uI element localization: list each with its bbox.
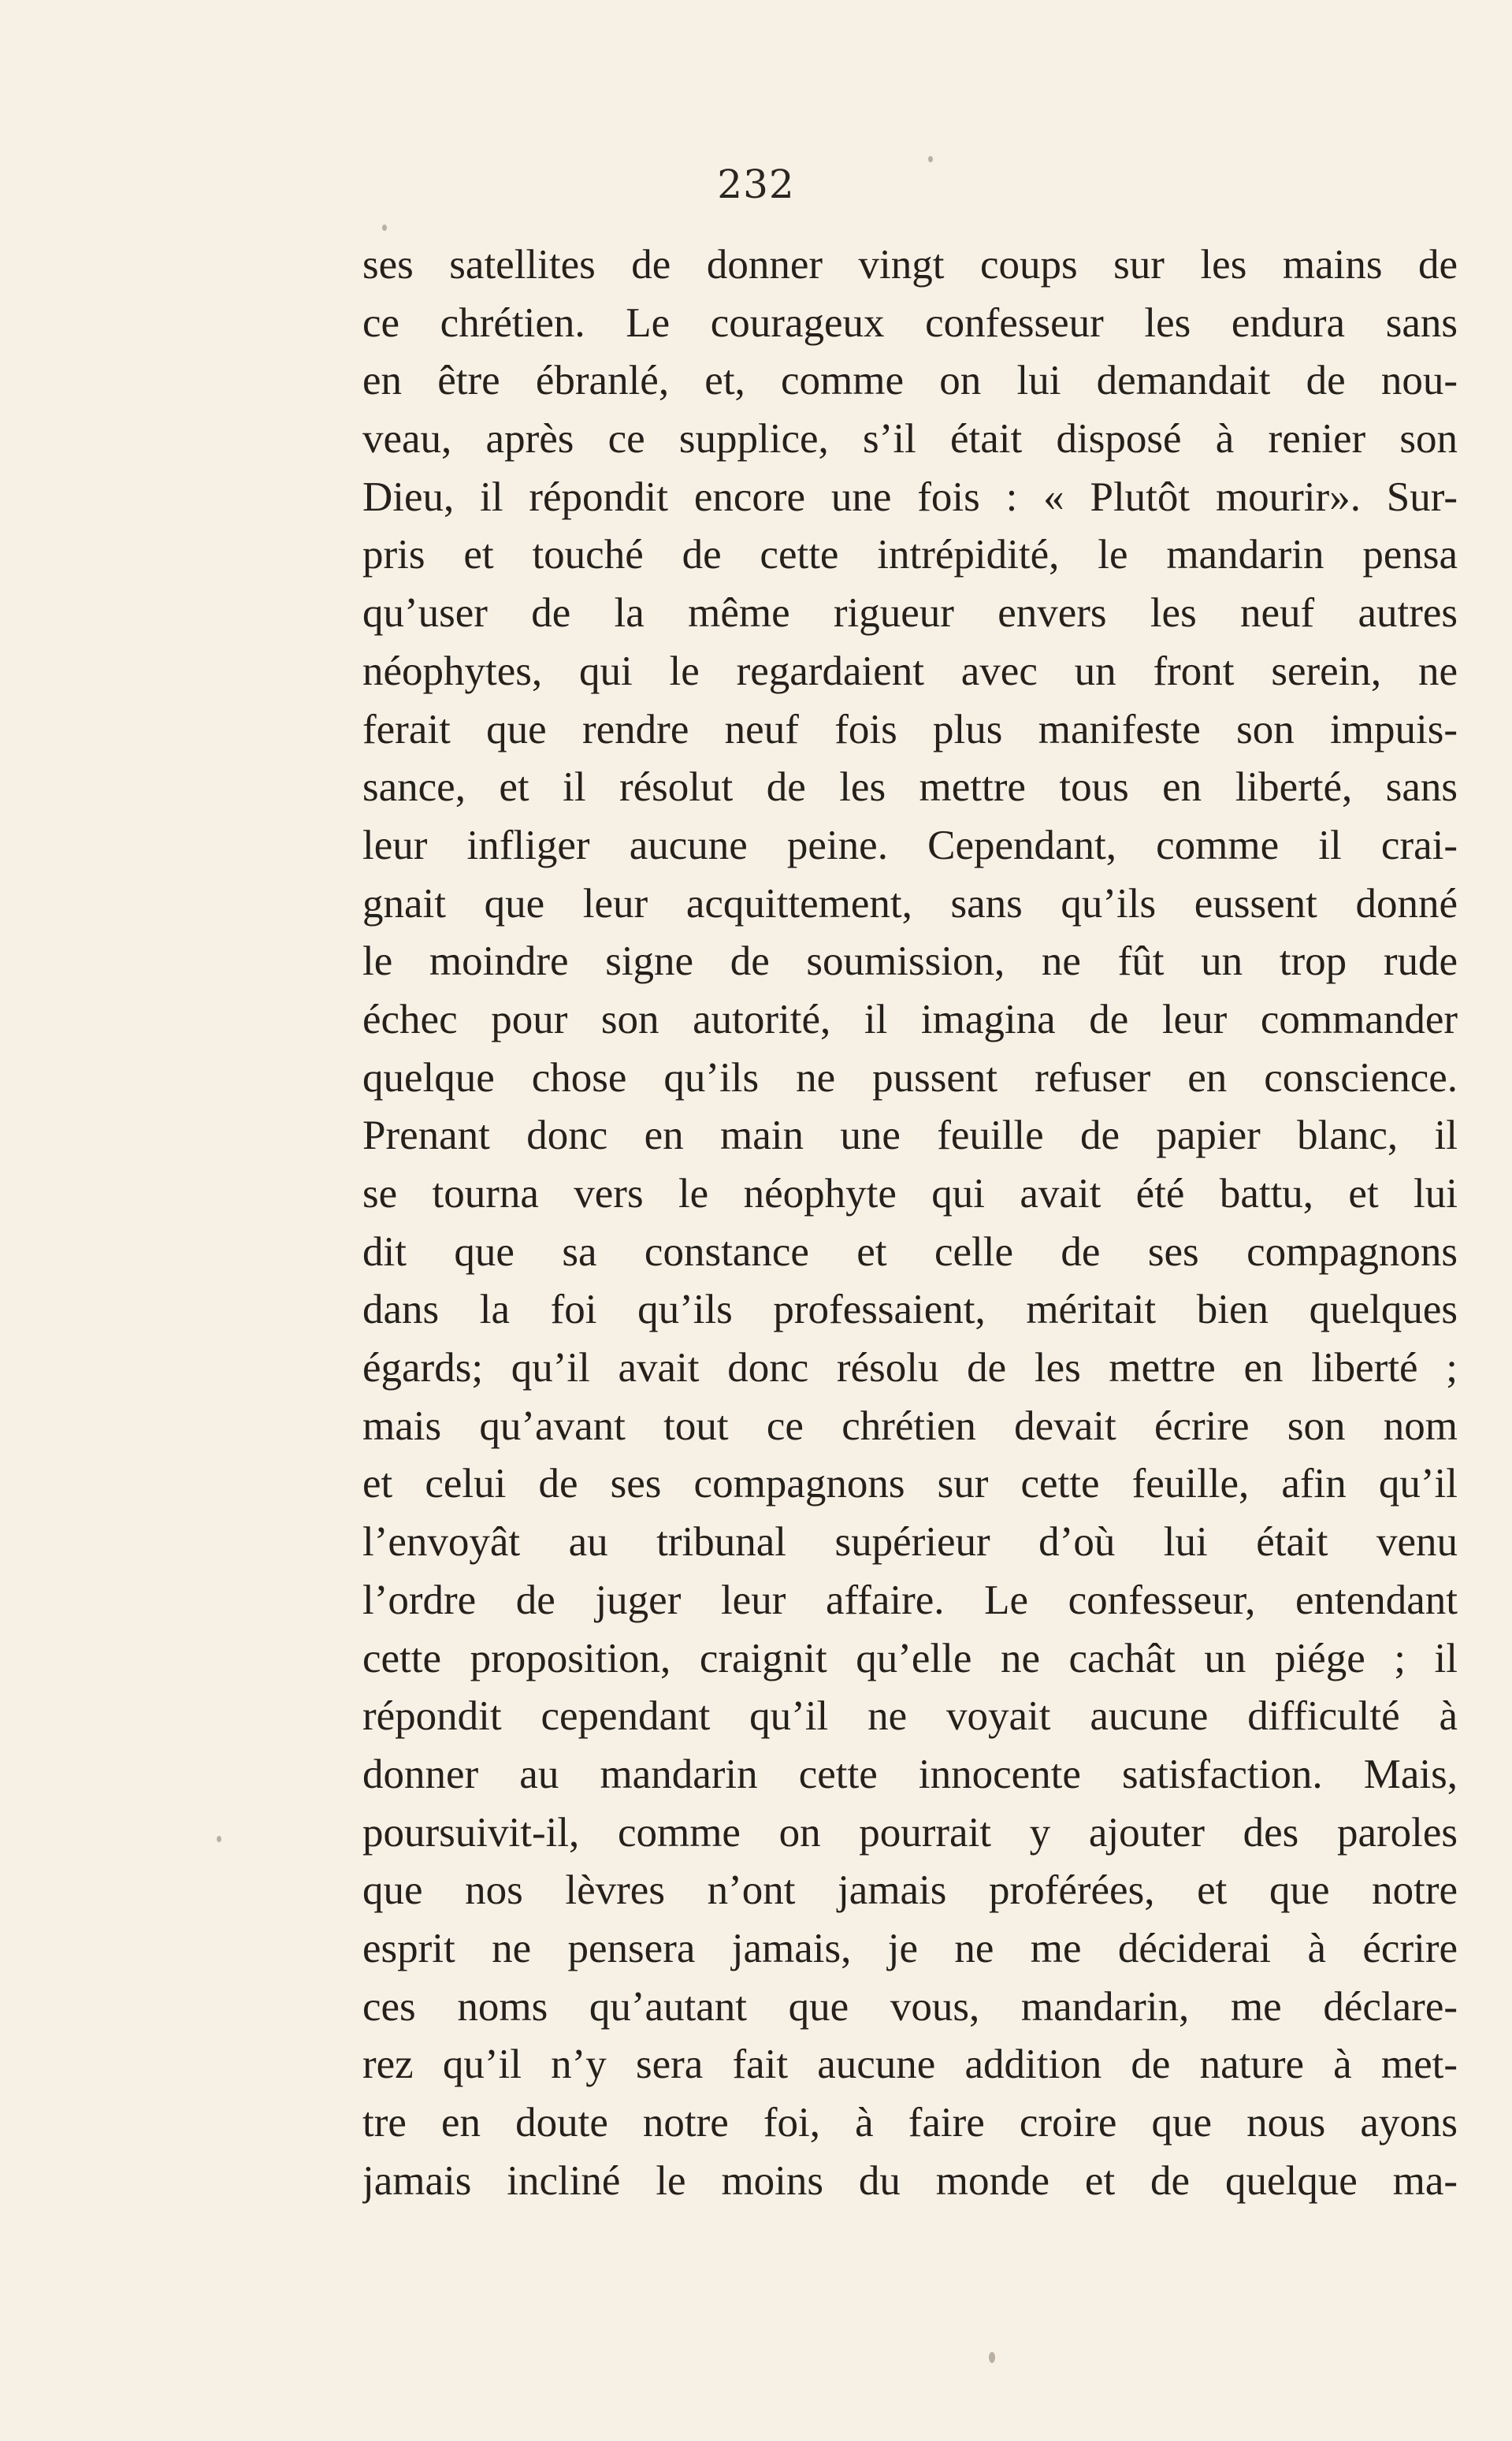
text-line: Dieu, il répondit encore une fois : « Plutôt mourir». Sur- <box>362 474 1458 520</box>
text-line: dans la foi qu’ils professaient, méritait bien quelques <box>362 1287 1458 1333</box>
text-line: quelque chose qu’ils ne pussent refuser en conscience. <box>362 1054 1458 1101</box>
paper-speck <box>928 156 933 162</box>
text-line: pris et touché de cette intrépidité, le mandarin pensa <box>362 532 1458 578</box>
text-line: leur infliger aucune peine. Cependant, comme il crai- <box>362 822 1458 868</box>
page-number: 232 <box>717 162 795 207</box>
text-line: rez qu’il n’y sera fait aucune addition de nature à met- <box>362 2042 1458 2088</box>
text-line: Prenant donc en main une feuille de papier blanc, il <box>362 1113 1458 1159</box>
text-line: se tourna vers le néophyte qui avait été battu, et lui <box>362 1171 1458 1217</box>
text-line: qu’user de la même rigueur envers les neuf autres <box>362 590 1458 637</box>
body-text <box>362 236 1458 2210</box>
paper-speck <box>382 225 387 231</box>
paper-speck <box>217 1836 221 1842</box>
text-line: gnait que leur acquittement, sans qu’ils eussent donné <box>362 880 1458 927</box>
text-line: esprit ne pensera jamais, je ne me déciderai à écrire <box>362 1925 1458 1971</box>
text-line: répondit cependant qu’il ne voyait aucune difficulté à <box>362 1693 1458 1740</box>
text-line: que nos lèvres n’ont jamais proférées, et que notre <box>362 1867 1458 1914</box>
text-line: ce chrétien. Le courageux confesseur les endura sans <box>362 299 1458 346</box>
text-line: néophytes, qui le regardaient avec un front serein, ne <box>362 648 1458 694</box>
text-line: en être ébranlé, et, comme on lui demandait de nou- <box>362 358 1458 404</box>
text-line: l’ordre de juger leur affaire. Le confesseur, entendant <box>362 1577 1458 1623</box>
text-line: égards; qu’il avait donc résolu de les mettre en liberté ; <box>362 1345 1458 1391</box>
text-line: poursuivit-il, comme on pourrait y ajouter des paroles <box>362 1809 1458 1856</box>
text-line: jamais incliné le moins du monde et de quelque ma- <box>362 2157 1458 2204</box>
text-line: ferait que rendre neuf fois plus manifeste son impuis- <box>362 706 1458 752</box>
text-line: et celui de ses compagnons sur cette feuille, afin qu’il <box>362 1461 1458 1507</box>
text-line: le moindre signe de soumission, ne fût un trop rude <box>362 938 1458 985</box>
text-line: ces noms qu’autant que vous, mandarin, me déclare- <box>362 1983 1458 2030</box>
text-line: l’envoyât au tribunal supérieur d’où lui était venu <box>362 1519 1458 1566</box>
text-line: tre en doute notre foi, à faire croire que nous ayons <box>362 2100 1458 2146</box>
text-line: donner au mandarin cette innocente satisfaction. Mais, <box>362 1751 1458 1797</box>
text-line: échec pour son autorité, il imagina de leur commander <box>362 996 1458 1042</box>
text-line: cette proposition, craignit qu’elle ne cachât un piége ; il <box>362 1635 1458 1681</box>
text-line: ses satellites de donner vingt coups sur les mains de <box>362 242 1458 288</box>
text-line: dit que sa constance et celle de ses compagnons <box>362 1228 1458 1275</box>
text-line: veau, après ce supplice, s’il était disposé à renier son <box>362 416 1458 463</box>
text-line: sance, et il résolut de les mettre tous en liberté, sans <box>362 764 1458 811</box>
text-line: mais qu’avant tout ce chrétien devait écrire son nom <box>362 1403 1458 1449</box>
paper-speck <box>989 2352 995 2363</box>
